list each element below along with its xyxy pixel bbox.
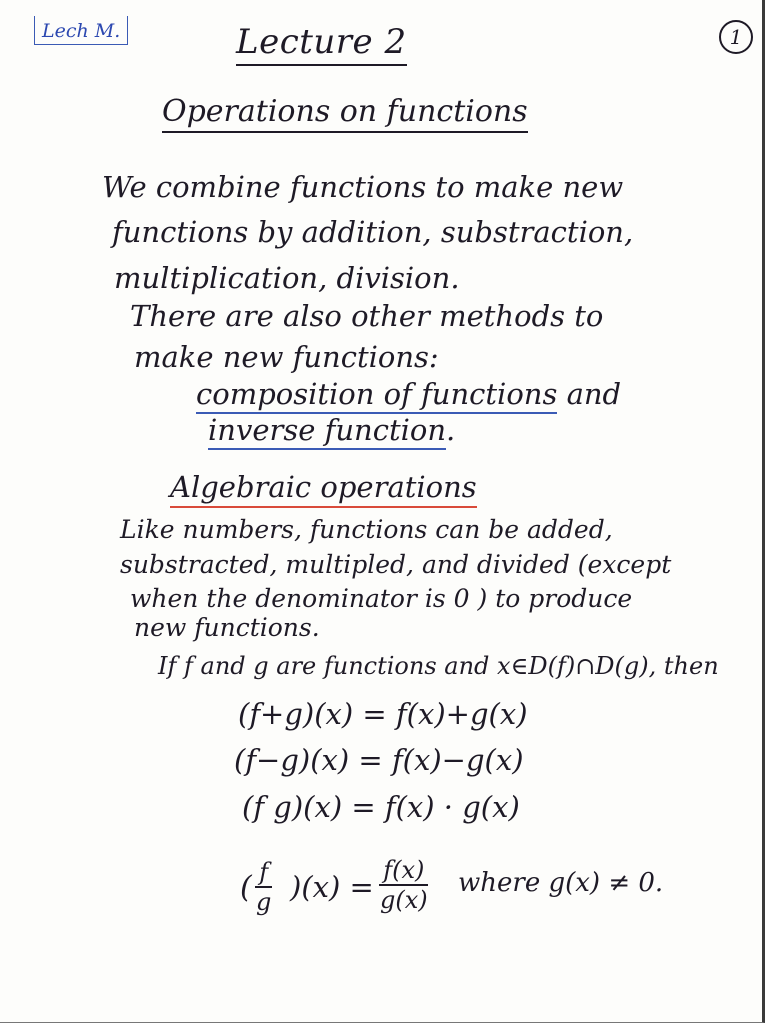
section-line-4: new functions. [134, 613, 320, 642]
quotient-open-paren: ( [240, 870, 252, 905]
and-word: and [566, 377, 622, 411]
quotient-denominator: g [256, 888, 272, 916]
section-line-2: substracted, multipled, and divided (except [120, 550, 672, 579]
intro-line-1: We combine functions to make new [102, 170, 624, 204]
quotient-numerator: f [255, 858, 272, 888]
author-label: Lech M. [34, 16, 128, 45]
inverse-period: . [446, 413, 456, 447]
intro-line-5: make new functions: [134, 340, 439, 374]
lecture-title: Lecture 2 [236, 22, 407, 66]
quotient-fraction [252, 858, 275, 916]
sum-formula: (f+g)(x) = f(x)+g(x) [238, 697, 528, 731]
inverse-line [208, 413, 455, 447]
quotient-close: )(x) = [290, 870, 374, 904]
intro-line-3: multiplication, division. [114, 261, 460, 295]
section-heading: Algebraic operations [170, 470, 477, 508]
composition-line [196, 377, 621, 411]
section-line-1: Like numbers, functions can be added, [120, 515, 613, 544]
intro-line-4: There are also other methods to [130, 299, 604, 333]
lecture-subtitle: Operations on functions [162, 94, 528, 133]
composition-term: composition of functions [196, 377, 557, 414]
rhs-denominator: g(x) [380, 886, 428, 914]
quotient-condition: where g(x) ≠ 0. [458, 868, 664, 898]
section-line-3: when the denominator is 0 ) to produce [130, 584, 633, 613]
difference-formula: (f−g)(x) = f(x)−g(x) [234, 743, 524, 777]
condition-line: If f and g are functions and x∈D(f)∩D(g), then [158, 652, 719, 680]
inverse-term: inverse function [208, 413, 446, 450]
rhs-fraction [376, 856, 432, 914]
intro-line-2: functions by addition, substraction, [112, 215, 634, 249]
rhs-numerator: f(x) [379, 856, 428, 886]
page-number: 1 [719, 20, 753, 54]
product-formula: (f g)(x) = f(x) · g(x) [242, 790, 520, 824]
